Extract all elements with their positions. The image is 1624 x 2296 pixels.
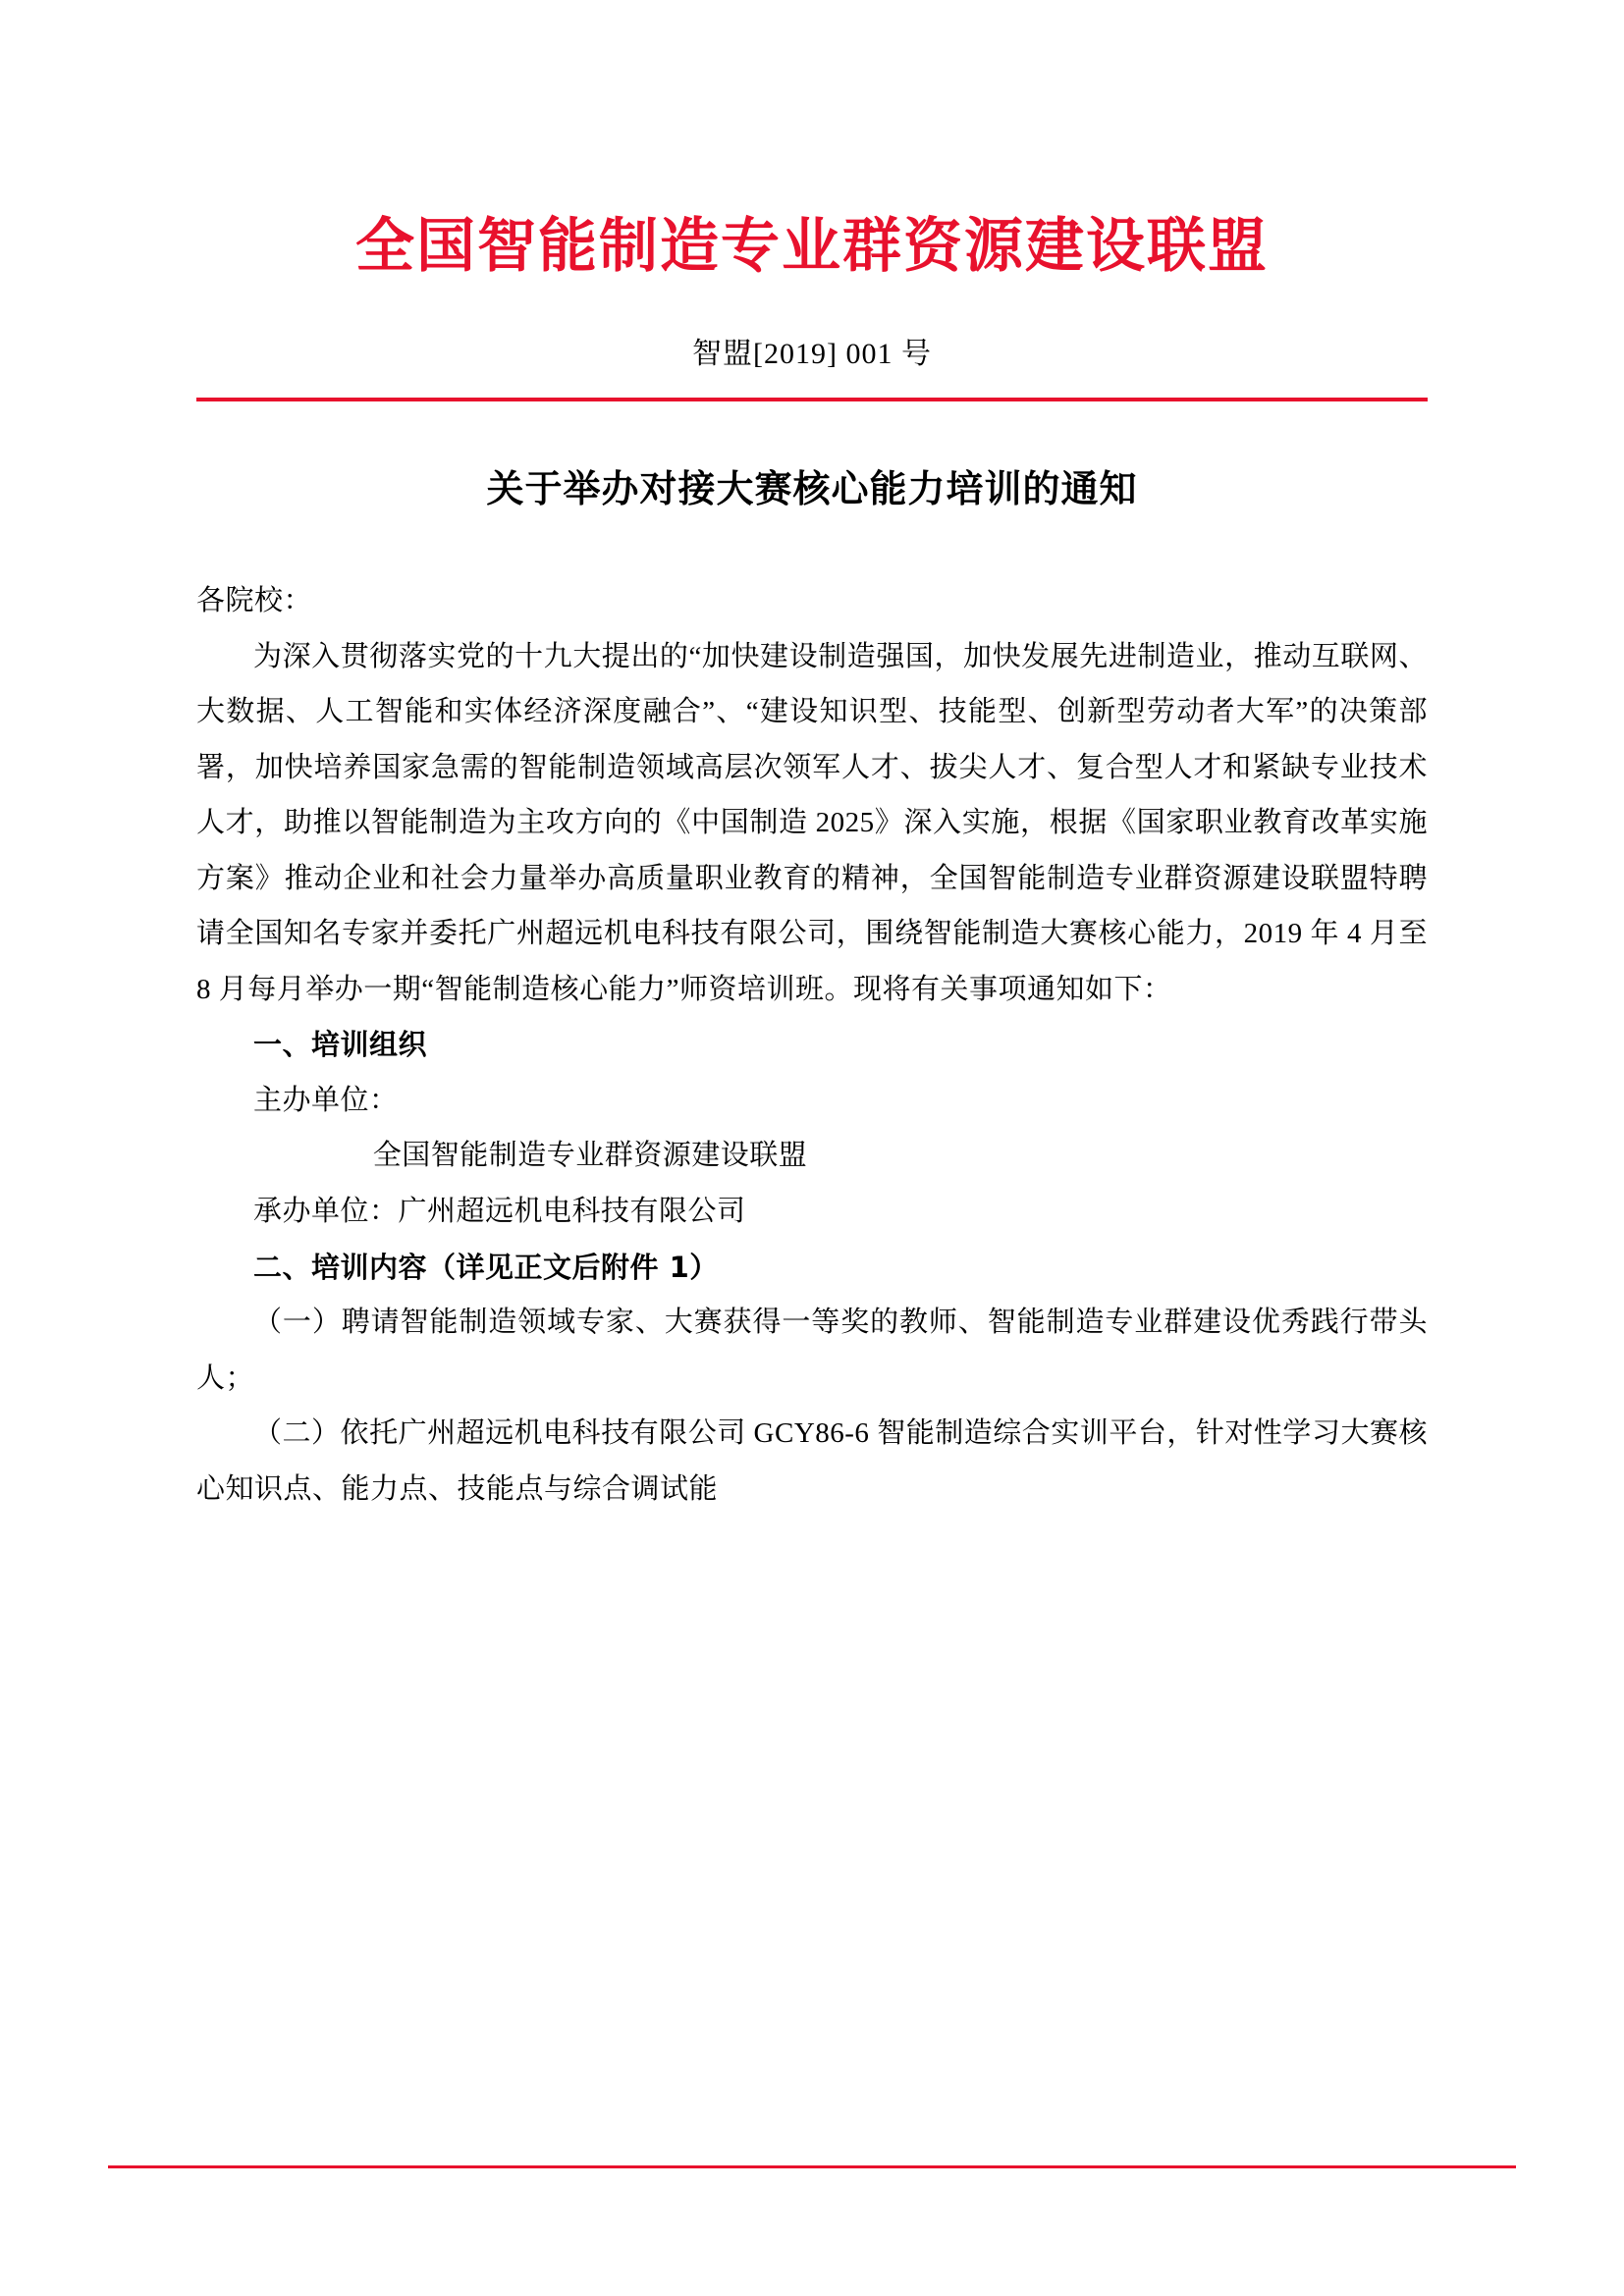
document-content [196, 573, 1428, 1517]
footer-divider-rule [108, 2165, 1516, 2168]
co-organizer: 承办单位：广州超远机电科技有限公司 [253, 1196, 746, 1228]
organizer-label: 主办单位： [253, 1084, 399, 1116]
document-masthead: 全国智能制造专业群资源建设联盟 [355, 212, 1269, 281]
organizer-name: 全国智能制造专业群资源建设联盟 [372, 1140, 808, 1172]
paragraph-intro: 为深入贯彻落实党的十九大提出的“加快建设制造强国，加快发展先进制造业，推动互联网、大数据、人工智能和实体经济深度融合”、“建设知识型、技能型、创新型劳动者大军”的决策部署，加快培养国家急需的智能制造领域高层次领军人才、拔尖人才、复合型人才和紧缺专业技术人才，助推以智能制造为主攻方向的《中国制造 2025》深入实施，根据《国家职业教育改革实施方案》推动企业和社会力量举办高质量职业教育的精神，全国智能制造专业群资源建设联盟特聘请全国知名专家并委托广州超远机电科技有限公司，围绕智能制造大赛核心能力，2019 年 4 月至 8 月每月举办一期“智能制造核心能力”师资培训班。现将有关事项通知如下： [196, 640, 1428, 1005]
header-divider-rule [196, 398, 1428, 401]
salutation: 各院校： [196, 585, 313, 616]
section-one-heading: 一、培训组织 [253, 1028, 428, 1062]
section-two-heading: 二、培训内容（详见正文后附件 1） [253, 1250, 719, 1284]
document-title: 关于举办对接大赛核心能力培训的通知 [486, 467, 1138, 510]
section-two-item-2: （二）依托广州超远机电科技有限公司 GCY86-6 智能制造综合实训平台，针对性学习大赛核心知识点、能力点、技能点与综合调试能 [196, 1417, 1428, 1505]
section-two-item-1: （一）聘请智能制造领域专家、大赛获得一等奖的教师、智能制造专业群建设优秀践行带头人； [196, 1307, 1428, 1394]
document-number: 智盟[2019] 001 号 [692, 338, 932, 370]
